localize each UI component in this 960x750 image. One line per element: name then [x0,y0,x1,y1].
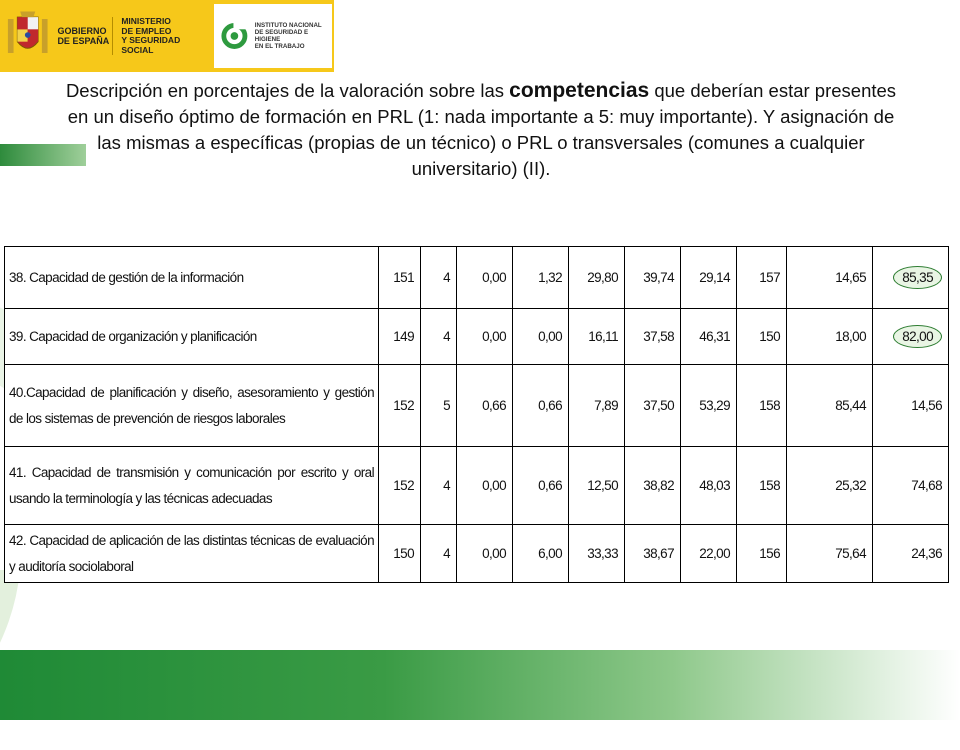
competency-label: 38. Capacidad de gestión de la información [5,247,379,309]
insht-name [255,22,332,50]
ministry-line-2: DE EMPLEO [121,25,172,36]
cell-c2: 4 [421,447,457,525]
ministry-line-3: Y SEGURIDAD SOCIAL [121,35,181,55]
cell-c2: 4 [421,525,457,583]
government-logo [6,4,212,68]
cell-c6: 37,58 [625,309,681,365]
cell-c6: 38,67 [625,525,681,583]
competency-label: 42. Capacidad de aplicación de las distintas técnicas de evaluación y auditoría sociolaboral [5,525,379,583]
cell-c1: 149 [379,309,421,365]
insht-logo [214,4,332,68]
cell-c4: 0,66 [513,447,569,525]
competencies-table [4,246,949,583]
cell-c2: 4 [421,309,457,365]
cell-c3: 0,66 [457,365,513,447]
cell-c6: 39,74 [625,247,681,309]
cell-c5: 16,11 [569,309,625,365]
cell-c9: 14,65 [787,247,873,309]
cell-c7: 29,14 [681,247,737,309]
cell-c4: 0,00 [513,309,569,365]
cell-c8: 150 [737,309,787,365]
ministry-line-1: MINISTERIO [121,16,171,26]
table-row [5,247,949,309]
cell-c10 [873,309,949,365]
cell-c2: 4 [421,247,457,309]
cell-c1: 150 [379,525,421,583]
competency-label: 41. Capacidad de transmisión y comunicación por escrito y oral usando la terminología y las técnicas adecuadas [5,447,379,525]
cell-c5: 7,89 [569,365,625,447]
gov-line-2: DE ESPAÑA [57,36,110,46]
ministry-name [112,17,212,55]
cell-c8: 156 [737,525,787,583]
cell-c7: 46,31 [681,309,737,365]
cell-c7: 53,29 [681,365,737,447]
cell-c3: 0,00 [457,247,513,309]
cell-c10: 24,36 [873,525,949,583]
government-name [57,26,110,46]
title-part-1: Descripción en porcentajes de la valoración sobre las [65,80,510,101]
cell-c6: 38,82 [625,447,681,525]
table-row [5,309,949,365]
competency-label: 40.Capacidad de planificación y diseño, asesoramiento y gestión de los sistemas de prevención de riesgos laborales [5,365,379,447]
cell-c9: 25,32 [787,447,873,525]
cell-c9: 75,64 [787,525,873,583]
cell-c8: 157 [737,247,787,309]
slide-title [56,78,906,182]
title-emphasis: competencias [509,79,650,102]
cell-c4: 6,00 [513,525,569,583]
insht-line-1: INSTITUTO NACIONAL [254,22,322,29]
cell-c8: 158 [737,447,787,525]
cell-c7: 22,00 [681,525,737,583]
cell-c9: 18,00 [787,309,873,365]
cell-c9: 85,44 [787,365,873,447]
title-part-2: que deberían estar presentes en un diseño óptimo de formación en PRL (1: nada importante a 5: muy importante). Y asignación de las mismas a específicas (propias de un técnico) o PRL o transversales (comunes a cualquier universitario) (II). [67,80,897,179]
highlighted-value: 82,00 [893,325,942,348]
cell-c1: 151 [379,247,421,309]
table-row [5,447,949,525]
cell-c1: 152 [379,365,421,447]
cell-c3: 0,00 [457,525,513,583]
cell-c3: 0,00 [457,447,513,525]
bottom-decorative-band [0,650,960,720]
cell-c1: 152 [379,447,421,525]
table-row [5,365,949,447]
table-row [5,525,949,583]
competency-label: 39. Capacidad de organización y planificación [5,309,379,365]
cell-c4: 1,32 [513,247,569,309]
cell-c6: 37,50 [625,365,681,447]
cell-c7: 48,03 [681,447,737,525]
cell-c4: 0,66 [513,365,569,447]
cell-c3: 0,00 [457,309,513,365]
cell-c10 [873,247,949,309]
highlighted-value: 85,35 [893,266,942,289]
insht-line-3: EN EL TRABAJO [254,43,305,50]
cell-c5: 33,33 [569,525,625,583]
gov-line-1: GOBIERNO [57,26,107,36]
cell-c10: 14,56 [873,365,949,447]
insht-ring-icon [220,21,249,51]
coat-of-arms-icon [6,8,49,64]
cell-c5: 12,50 [569,447,625,525]
cell-c10: 74,68 [873,447,949,525]
cell-c5: 29,80 [569,247,625,309]
insht-line-2: DE SEGURIDAD E HIGIENE [254,29,309,43]
cell-c2: 5 [421,365,457,447]
cell-c8: 158 [737,365,787,447]
